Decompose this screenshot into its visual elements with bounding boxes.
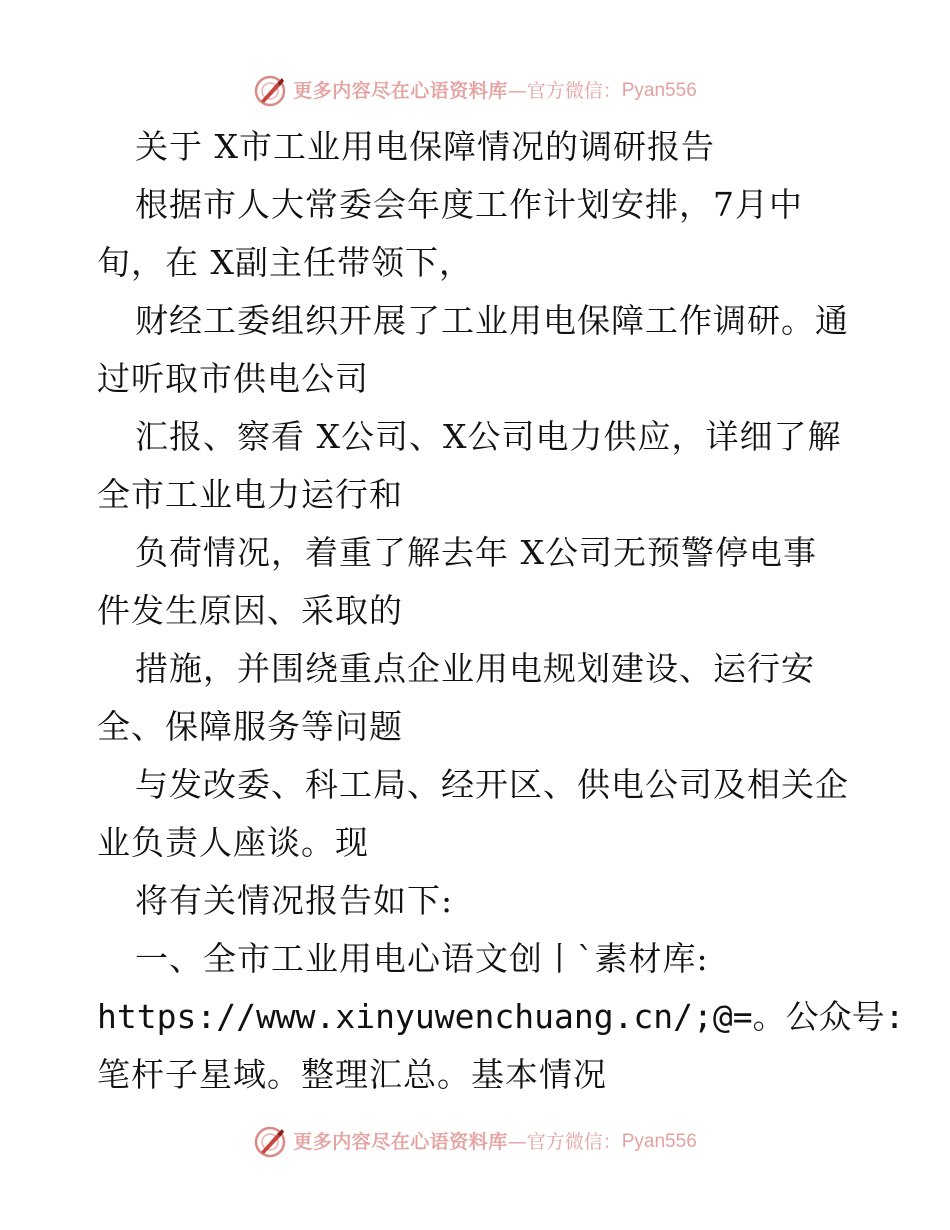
paragraph-line: 业负责人座谈。现 bbox=[97, 823, 369, 862]
watermark-label: 官方微信： bbox=[526, 80, 622, 102]
paragraph-line: 将有关情况报告如下: bbox=[135, 881, 454, 920]
document-title: 关于 X市工业用电保障情况的调研报告 bbox=[135, 127, 715, 166]
url-line: https://www.xinyuwenchuang.cn/;@=。公众号: bbox=[97, 997, 905, 1036]
paragraph-line: 负荷情况，着重了解去年 X公司无预警停电事 bbox=[135, 533, 817, 572]
paragraph-line: 笔杆子星域。整理汇总。基本情况 bbox=[97, 1055, 607, 1094]
section-heading-line: 一、全市工业用电心语文创丨`素材库: bbox=[135, 939, 709, 978]
footer-watermark bbox=[0, 1125, 950, 1159]
paragraph-line: 过听取市供电公司 bbox=[97, 359, 369, 398]
watermark-separator: — bbox=[507, 1131, 527, 1153]
paragraph-line: 财经工委组织开展了工业用电保障工作调研。通 bbox=[135, 301, 849, 340]
document-body bbox=[97, 118, 905, 1104]
watermark-wechat-id: Pyan556 bbox=[621, 1131, 697, 1152]
paragraph-line: 根据市人大常委会年度工作计划安排，7月中 bbox=[135, 185, 803, 224]
paragraph-line: 件发生原因、采取的 bbox=[97, 591, 403, 630]
watermark-wechat-id: Pyan556 bbox=[621, 80, 697, 101]
watermark-main-text: 更多内容尽在心语资料库 bbox=[293, 1131, 508, 1153]
watermark-separator: — bbox=[507, 80, 527, 102]
paragraph-line: 全市工业电力运行和 bbox=[97, 475, 403, 514]
paragraph-line: 措施，并围绕重点企业用电规划建设、运行安 bbox=[135, 649, 815, 688]
paragraph-line: 汇报、察看 X公司、X公司电力供应，详细了解 bbox=[135, 417, 842, 456]
header-watermark bbox=[0, 74, 950, 108]
pen-logo-icon bbox=[253, 1125, 287, 1159]
watermark-label: 官方微信： bbox=[526, 1131, 622, 1153]
pen-logo-icon bbox=[253, 74, 287, 108]
paragraph-line: 与发改委、科工局、经开区、供电公司及相关企 bbox=[135, 765, 849, 804]
paragraph-line: 旬，在 X副主任带领下， bbox=[97, 243, 473, 282]
watermark-main-text: 更多内容尽在心语资料库 bbox=[293, 80, 508, 102]
paragraph-line: 全、保障服务等问题 bbox=[97, 707, 403, 746]
